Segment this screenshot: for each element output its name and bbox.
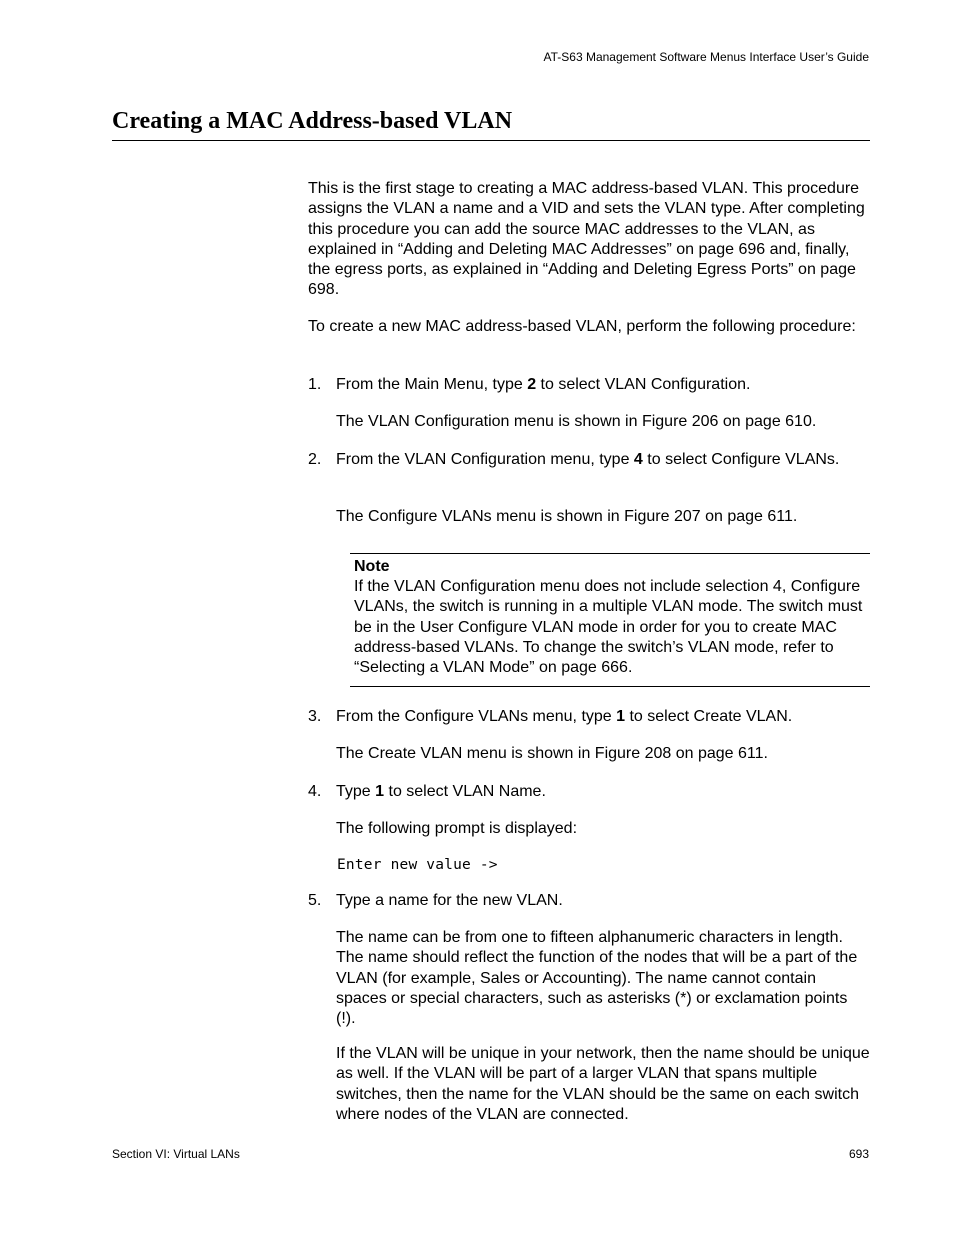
menu-key: 1	[616, 708, 626, 725]
step-5-paragraph-2: If the VLAN will be unique in your network, then the name should be unique as well. If the VLAN will be part of a larger VLAN that spans multiple switches, then the name for the VLAN should be the same on each switch where nodes of the VLAN are connected.	[336, 1045, 870, 1123]
section-title: Creating a MAC Address-based VLAN	[112, 108, 513, 134]
note-body: If the VLAN Configuration menu does not include selection 4, Configure VLANs, the switch is running in a multiple VLAN mode. The switch must be in the User Configure VLAN mode in order for you to create MAC address-based VLANs. To change the switch’s VLAN mode, refer to “Selecting a VLAN Mode” on page 666.	[354, 578, 863, 677]
step-text: From the Configure VLANs menu, type 1 to select Create VLAN.	[336, 708, 793, 725]
note-box	[350, 553, 870, 687]
step-text: Type 1 to select VLAN Name.	[336, 783, 546, 800]
note-title: Note	[354, 558, 390, 575]
step-text: From the Main Menu, type 2 to select VLAN Configuration.	[336, 376, 751, 393]
procedure-intro-paragraph: To create a new MAC address-based VLAN, perform the following procedure:	[308, 318, 856, 335]
running-header: AT-S63 Management Software Menus Interface User’s Guide	[543, 50, 869, 64]
step-number: 3.	[308, 708, 322, 725]
step-2-result: The Configure VLANs menu is shown in Figure 207 on page 611.	[336, 508, 798, 525]
footer-section: Section VI: Virtual LANs	[112, 1147, 240, 1161]
menu-key: 4	[633, 451, 643, 468]
step-number: 5.	[308, 892, 322, 909]
menu-key: 1	[375, 783, 385, 800]
page-number: 693	[848, 1147, 869, 1161]
step-text: From the VLAN Configuration menu, type 4 to select Configure VLANs.	[336, 451, 840, 468]
step-3-result: The Create VLAN menu is shown in Figure 208 on page 611.	[336, 745, 768, 762]
step-number: 1.	[308, 376, 322, 393]
menu-key: 2	[527, 376, 537, 393]
step-1-result: The VLAN Configuration menu is shown in Figure 206 on page 610.	[336, 413, 817, 430]
step-5-paragraph-1: The name can be from one to fifteen alphanumeric characters in length. The name should reflect the function of the nodes that will be a part of the VLAN (for example, Sales or Accounting). The name cannot contain spaces or special characters, such as asterisks (*) or exclamation points (!).	[336, 929, 858, 1028]
prompt-text: Enter new value ->	[337, 857, 498, 873]
step-number: 2.	[308, 451, 322, 468]
step-number: 4.	[308, 783, 322, 800]
step-text: Type a name for the new VLAN.	[336, 892, 563, 909]
title-rule	[112, 140, 870, 141]
step-4-result: The following prompt is displayed:	[336, 820, 578, 837]
intro-paragraph: This is the first stage to creating a MAC address-based VLAN. This procedure assigns the VLAN a name and a VID and sets the VLAN type. After completing this procedure you can add the source MAC addresses to the VLAN, as explained in “Adding and Deleting MAC Addresses” on page 696 and, finally, the egress ports, as explained in “Adding and Deleting Egress Ports” on page 698.	[308, 180, 865, 299]
